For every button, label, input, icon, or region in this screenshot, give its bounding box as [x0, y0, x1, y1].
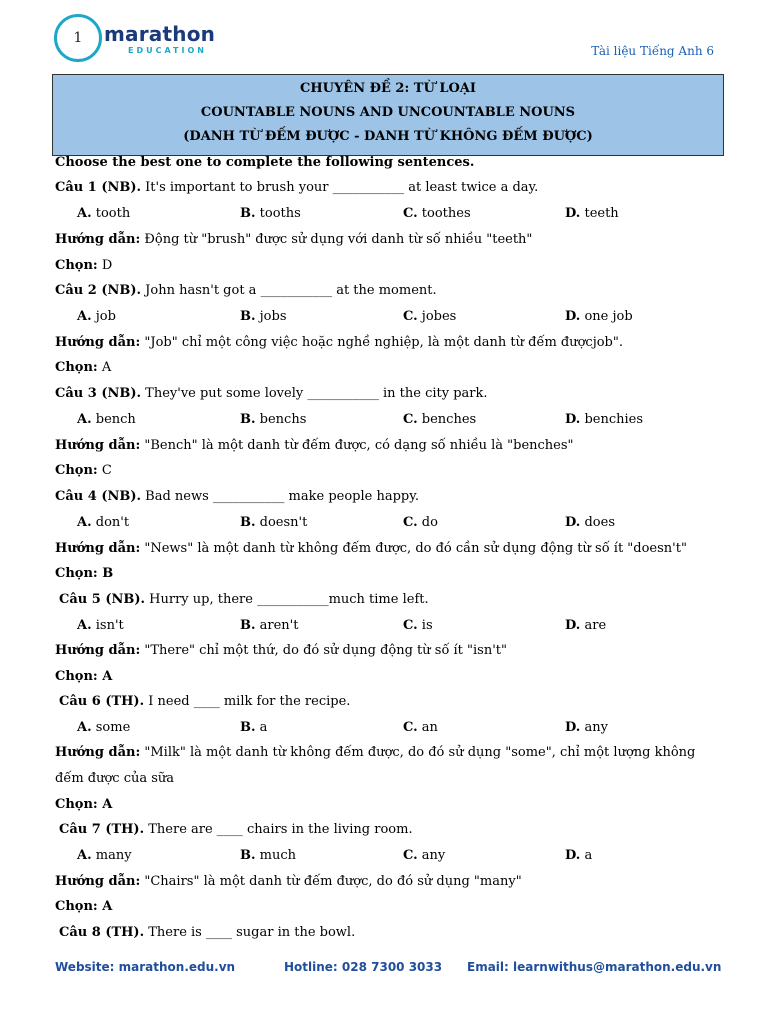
option-b: B. a — [240, 720, 268, 735]
document-tag: Tài liệu Tiếng Anh 6 — [591, 44, 714, 58]
guide-6-continued: đếm được của sữa — [55, 771, 175, 786]
option-d: D. one job — [565, 309, 633, 324]
option-a: A. many — [77, 848, 132, 863]
logo-text: marathon — [104, 22, 216, 46]
question-2: Câu 2 (NB). John hasn't got a ___________ at the moment. — [55, 283, 437, 298]
option-d: D. a — [565, 848, 593, 863]
title-line-2: COUNTABLE NOUNS AND UNCOUNTABLE NOUNS — [200, 105, 576, 120]
question-1 — [55, 178, 538, 198]
option-a: A. bench — [77, 412, 136, 427]
question-3: Câu 3 (NB). They've put some lovely ___________ in the city park. — [55, 386, 488, 401]
option-d: D. does — [565, 515, 615, 530]
question-4: Câu 4 (NB). Bad news ___________ make people happy. — [55, 489, 419, 504]
question-label: Câu 1 (NB). — [55, 180, 142, 195]
footer-website[interactable]: Website: marathon.edu.vn — [55, 960, 236, 974]
answer-3: Chọn: C — [55, 463, 112, 478]
option-b: B. aren't — [240, 618, 299, 633]
answer-2: Chọn: A — [55, 360, 112, 375]
option-b: B. benchs — [240, 412, 307, 427]
guide-7: Hướng dẫn: "Chairs" là một danh từ đếm được, do đó sử dụng "many" — [55, 874, 522, 889]
option-b: B. much — [240, 848, 297, 863]
question-8: Câu 8 (TH). There is ____ sugar in the bowl. — [59, 925, 356, 940]
question-text: It's important to brush your ___________ at least twice a day. — [141, 180, 539, 195]
guide-5: Hướng dẫn: "There" chỉ một thứ, do đó sử dụng động từ số ít "isn't" — [55, 643, 507, 658]
option-b: B. doesn't — [240, 515, 308, 530]
answer-7: Chọn: A — [55, 899, 113, 914]
option-d: D. benchies — [565, 412, 644, 427]
option-b: B. tooths — [240, 206, 301, 221]
option-a: A. isn't — [77, 618, 124, 633]
option-b: B. jobs — [240, 309, 287, 324]
option-a: A. some — [77, 720, 131, 735]
question-7: Câu 7 (TH). There are ____ chairs in the living room. — [59, 822, 413, 837]
option-a: A. tooth — [77, 206, 131, 221]
option-a: A. don't — [77, 515, 130, 530]
option-c: C. do — [403, 515, 438, 530]
answer-1: Chọn: D — [55, 258, 113, 273]
option-c: C. an — [403, 720, 438, 735]
question-5: Câu 5 (NB). Hurry up, there ___________much time left. — [59, 592, 429, 607]
logo-subtext: EDUCATION — [128, 46, 207, 55]
option-d: D. are — [565, 618, 607, 633]
option-c: C. jobes — [403, 309, 457, 324]
option-a: A. job — [77, 309, 116, 324]
option-d: D. teeth — [565, 206, 619, 221]
title-line-3: (DANH TỪ ĐẾM ĐƯỢC - DANH TỪ KHÔNG ĐẾM ĐƯỢC) — [183, 129, 593, 144]
guide-3: Hướng dẫn: "Bench" là một danh từ đếm được, có dạng số nhiều là "benches" — [55, 438, 574, 453]
guide-2: Hướng dẫn: "Job" chỉ một công việc hoặc nghề nghiệp, là một danh từ đếm đượcjob". — [55, 335, 623, 350]
page-number: 1 — [73, 30, 83, 46]
guide-1: Hướng dẫn: Động từ "brush" được sử dụng với danh từ số nhiều "teeth" — [55, 232, 533, 247]
answer-5: Chọn: A — [55, 669, 113, 684]
option-c: C. any — [403, 848, 446, 863]
guide-6: Hướng dẫn: "Milk" là một danh từ không đếm được, do đó sử dụng "some", chỉ một lượng không — [55, 745, 696, 760]
guide-4: Hướng dẫn: "News" là một danh từ không đếm được, do đó cần sử dụng động từ số ít "doesn't" — [55, 541, 687, 556]
option-d: D. any — [565, 720, 608, 735]
title-box — [52, 74, 724, 156]
title-line-1: CHUYÊN ĐỀ 2: TỪ LOẠI — [300, 81, 476, 96]
option-c: C. toothes — [403, 206, 471, 221]
logo-circle — [54, 14, 102, 62]
page-footer — [0, 960, 768, 984]
option-c: C. benches — [403, 412, 477, 427]
instruction: Choose the best one to complete the following sentences. — [55, 155, 475, 170]
page-header — [0, 0, 768, 70]
answer-4: Chọn: B — [55, 566, 114, 581]
answer-6: Chọn: A — [55, 797, 113, 812]
option-c: C. is — [403, 618, 433, 633]
footer-email[interactable]: Email: learnwithus@marathon.edu.vn — [467, 960, 722, 974]
question-6: Câu 6 (TH). I need ____ milk for the recipe. — [59, 694, 351, 709]
footer-hotline: Hotline: 028 7300 3033 — [284, 960, 443, 974]
